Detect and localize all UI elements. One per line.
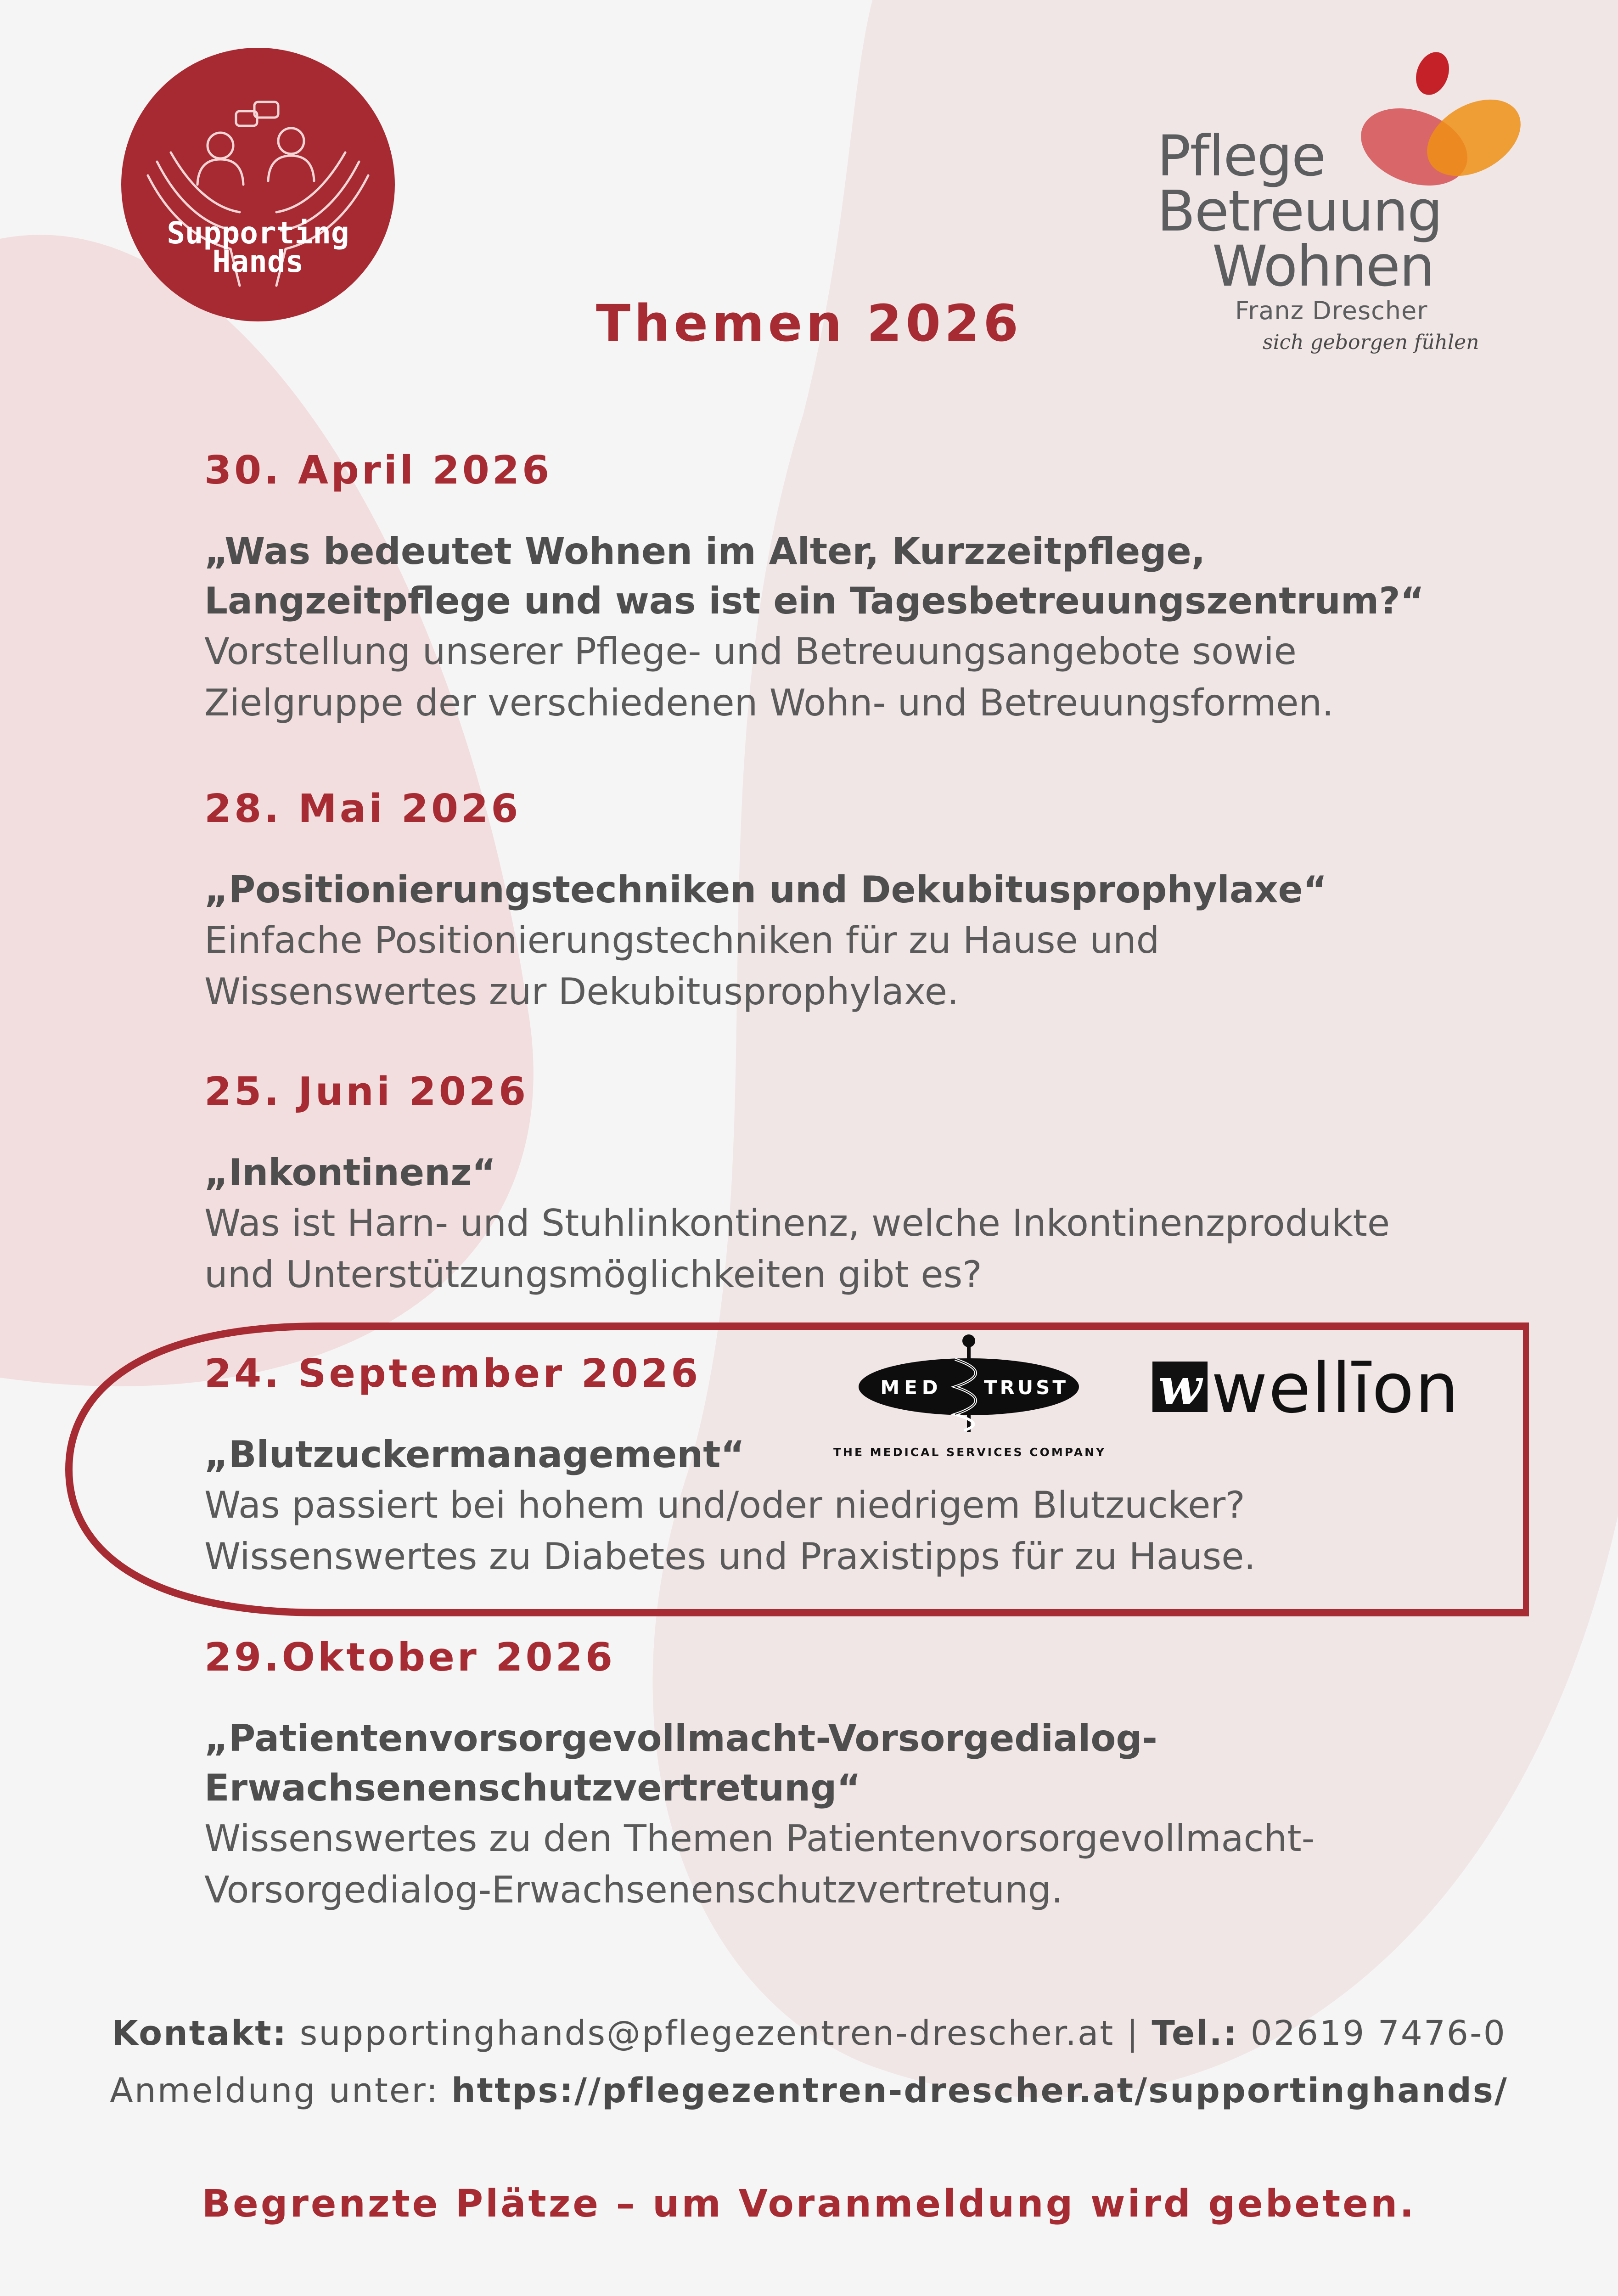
event-mai — [204, 786, 1490, 1018]
event-title-line: „Inkontinenz“ — [204, 1151, 496, 1194]
wellion-logo — [1152, 1349, 1460, 1429]
pbw-tagline: sich geborgen fühlen — [1263, 331, 1479, 354]
pbw-word-wohnen: Wohnen — [1212, 234, 1434, 299]
event-title-line: Erwachsenenschutzvertretung“ — [204, 1767, 861, 1809]
event-title-line: „Was bedeutet Wohnen im Alter, Kurzzeitpflege, — [204, 530, 1206, 573]
closing-note: Begrenzte Plätze – um Voranmeldung wird gebeten. — [202, 2182, 1416, 2226]
event-date: 24. September 2026 — [204, 1351, 701, 1396]
supporting-hands-text-2: Hands — [212, 244, 304, 279]
pbw-word-betreuung: Betreuung — [1157, 179, 1442, 244]
event-oktober — [204, 1635, 1490, 1916]
event-title-line: „Patientenvorsorgevollmacht-Vorsorgedialog- — [204, 1717, 1157, 1760]
supporting-hands-text-1: Supporting — [167, 215, 349, 251]
wellion-mark: w — [1152, 1362, 1208, 1412]
separator: | — [1126, 2014, 1140, 2053]
contact-line — [0, 2014, 1618, 2053]
tel-value: 02619 7476-0 — [1250, 2014, 1506, 2053]
page-title: Themen 2026 — [596, 294, 1022, 353]
event-title-line: „Positionierungstechniken und Dekubitusprophylaxe“ — [204, 868, 1327, 911]
event-juni — [204, 1069, 1490, 1300]
event-description-line: Vorstellung unserer Pflege- und Betreuungsangebote sowie — [204, 630, 1297, 673]
event-date: 25. Juni 2026 — [204, 1069, 529, 1114]
event-description-line: Zielgruppe der verschiedenen Wohn- und Betreuungsformen. — [204, 681, 1334, 724]
event-description-line: Vorsorgedialog-Erwachsenenschutzvertretung. — [204, 1868, 1063, 1911]
event-april — [204, 448, 1490, 729]
event-description-line: und Unterstützungsmöglichkeiten gibt es? — [204, 1253, 982, 1296]
register-url[interactable]: https://pflegezentren-drescher.at/supportinghands/ — [451, 2071, 1508, 2110]
contact-label: Kontakt: — [112, 2014, 288, 2053]
supporting-hands-logo — [120, 47, 396, 322]
event-title-line: Langzeitpflege und was ist ein Tagesbetreuungszentrum?“ — [204, 580, 1425, 622]
event-description-line: Wissenswertes zu den Themen Patientenvorsorgevollmacht- — [204, 1817, 1315, 1860]
event-description-line: Was ist Harn- und Stuhlinkontinenz, welche Inkontinenzprodukte — [204, 1202, 1390, 1244]
event-description-line: Wissenswertes zu Diabetes und Praxistipps für zu Hause. — [204, 1535, 1256, 1578]
medtrust-subtitle: THE MEDICAL SERVICES COMPANY — [833, 1446, 1107, 1459]
register-label: Anmeldung unter: — [110, 2071, 439, 2110]
medtrust-left-text: MED — [880, 1376, 943, 1399]
contact-email[interactable]: supportinghands@pflegezentren-drescher.at — [299, 2014, 1115, 2053]
wellion-wordmark: wellīon — [1211, 1349, 1460, 1429]
event-description-line: Was passiert bei hohem und/oder niedrigem Blutzucker? — [204, 1484, 1245, 1526]
tel-label: Tel.: — [1152, 2014, 1239, 2053]
event-date: 29.Oktober 2026 — [204, 1635, 615, 1680]
pbw-word-pflege: Pflege — [1157, 124, 1325, 189]
registration-line — [0, 2071, 1618, 2110]
medtrust-right-text: TRUST — [984, 1376, 1068, 1399]
event-date: 30. April 2026 — [204, 448, 552, 493]
event-description-line: Einfache Positionierungstechniken für zu Hause und — [204, 919, 1160, 962]
medtrust-logo — [831, 1332, 1107, 1465]
event-description-line: Wissenswertes zur Dekubitusprophylaxe. — [204, 970, 959, 1013]
event-title-line: „Blutzuckermanagement“ — [204, 1433, 745, 1476]
event-date: 28. Mai 2026 — [204, 786, 521, 832]
pbw-owner: Franz Drescher — [1235, 296, 1428, 325]
